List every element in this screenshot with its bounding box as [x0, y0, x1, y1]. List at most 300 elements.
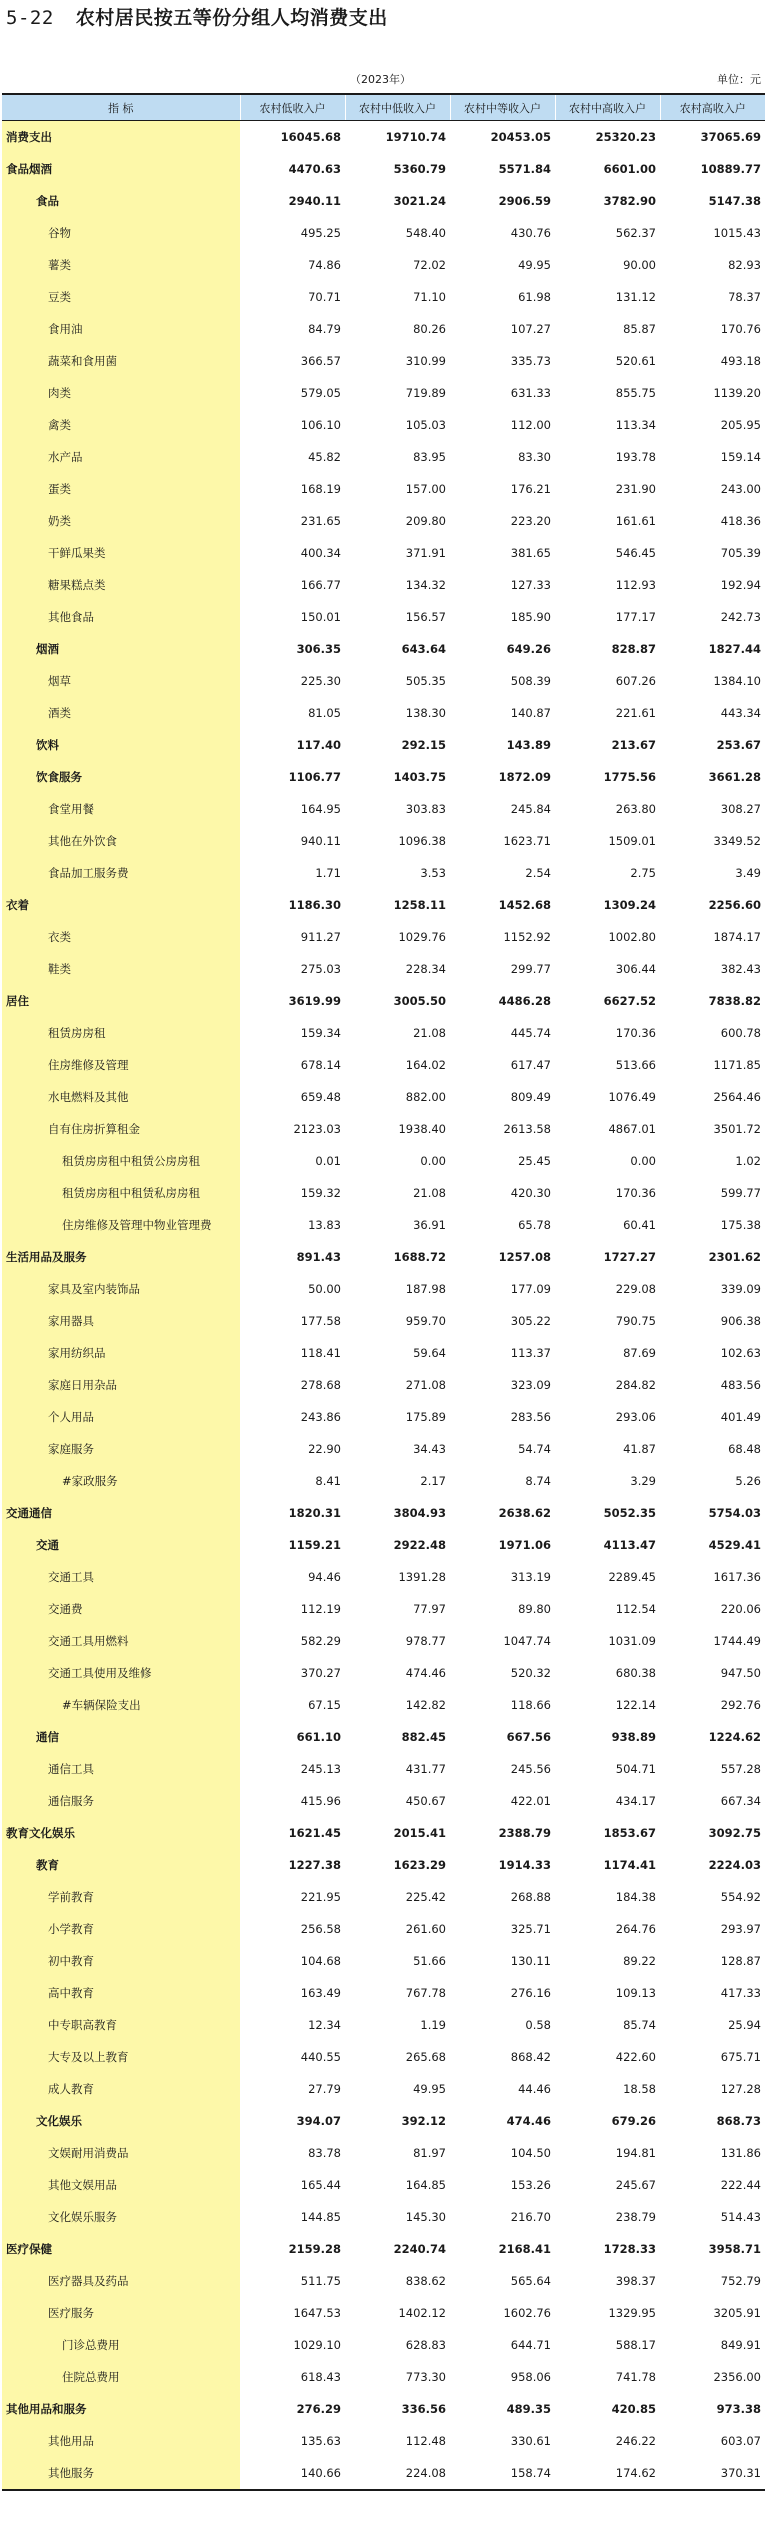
value-cell: 1623.29 — [393, 1858, 446, 1872]
table-row — [2, 409, 765, 441]
value-cell: 582.29 — [300, 1634, 341, 1648]
value-cell: 175.89 — [405, 1410, 446, 1424]
value-cell: 370.31 — [660, 2457, 765, 2490]
table-row — [2, 825, 765, 857]
table-row — [2, 953, 765, 985]
value-cell: 1617.36 — [713, 1570, 761, 1584]
table-row — [2, 1817, 765, 1849]
value-cell: 1727.27 — [603, 1250, 656, 1264]
value-cell: 20453.05 — [490, 130, 551, 144]
row-label: 食堂用餐 — [2, 793, 240, 825]
table-row — [2, 1721, 765, 1753]
value-cell: 113.37 — [510, 1346, 551, 1360]
value-cell: 0.01 — [315, 1154, 341, 1168]
value-cell: 54.74 — [518, 1442, 551, 1456]
value-cell: 305.22 — [510, 1314, 551, 1328]
value-cell: 1872.09 — [498, 770, 551, 784]
value-cell: 0.58 — [525, 2018, 551, 2032]
row-label: 医疗保健 — [2, 2233, 240, 2265]
table-row — [2, 1017, 765, 1049]
table-row — [2, 2457, 765, 2490]
value-cell: 223.20 — [510, 514, 551, 528]
value-cell: 127.28 — [720, 2082, 761, 2096]
row-label: 其他服务 — [2, 2457, 240, 2490]
row-label: 家庭服务 — [2, 1433, 240, 1465]
value-cell: 5571.84 — [498, 162, 551, 176]
row-label: 豆类 — [2, 281, 240, 313]
header-row — [2, 94, 765, 121]
table-row — [2, 1177, 765, 1209]
table-row — [2, 1625, 765, 1657]
value-cell: 68.48 — [728, 1442, 761, 1456]
header-lower-middle-income: 农村中低收入户 — [345, 94, 450, 121]
value-cell: 4486.28 — [498, 994, 551, 1008]
value-cell: 245.13 — [300, 1762, 341, 1776]
table-row — [2, 729, 765, 761]
value-cell: 1744.49 — [713, 1634, 761, 1648]
row-label: 其他在外饮食 — [2, 825, 240, 857]
value-cell: 118.41 — [300, 1346, 341, 1360]
value-cell: 245.84 — [510, 802, 551, 816]
value-cell: 105.03 — [405, 418, 446, 432]
value-cell: 631.33 — [510, 386, 551, 400]
value-cell: 25.94 — [728, 2018, 761, 2032]
table-row — [2, 2169, 765, 2201]
value-cell: 271.08 — [405, 1378, 446, 1392]
value-cell: 790.75 — [615, 1314, 656, 1328]
table-row — [2, 2329, 765, 2361]
value-cell: 1257.08 — [498, 1250, 551, 1264]
value-cell: 1139.20 — [713, 386, 761, 400]
row-label: 禽类 — [2, 409, 240, 441]
row-label: 教育文化娱乐 — [2, 1817, 240, 1849]
value-cell: 661.10 — [296, 1730, 341, 1744]
value-cell: 2.54 — [525, 866, 551, 880]
value-cell: 283.56 — [510, 1410, 551, 1424]
row-label: 中专职高教育 — [2, 2009, 240, 2041]
value-cell: 398.37 — [615, 2274, 656, 2288]
value-cell: 50.00 — [308, 1282, 341, 1296]
value-cell: 513.66 — [615, 1058, 656, 1072]
value-cell: 112.00 — [510, 418, 551, 432]
value-cell: 339.09 — [720, 1282, 761, 1296]
value-cell: 1.02 — [735, 1154, 761, 1168]
value-cell: 911.27 — [300, 930, 341, 944]
row-label: 门诊总费用 — [2, 2329, 240, 2361]
value-cell: 205.95 — [720, 418, 761, 432]
row-label: 其他用品和服务 — [2, 2393, 240, 2425]
table-row — [2, 2425, 765, 2457]
table-row — [2, 1881, 765, 1913]
value-cell: 65.78 — [518, 1218, 551, 1232]
value-cell: 420.30 — [510, 1186, 551, 1200]
table-row — [2, 441, 765, 473]
value-cell: 450.67 — [405, 1794, 446, 1808]
value-cell: 256.58 — [300, 1922, 341, 1936]
value-cell: 94.46 — [308, 1570, 341, 1584]
value-cell: 1029.10 — [293, 2338, 341, 2352]
value-cell: 3.53 — [420, 866, 446, 880]
row-label: 其他用品 — [2, 2425, 240, 2457]
value-cell: 705.39 — [720, 546, 761, 560]
row-label: 小学教育 — [2, 1913, 240, 1945]
value-cell: 216.70 — [510, 2210, 551, 2224]
value-cell: 599.77 — [720, 1186, 761, 1200]
value-cell: 209.80 — [405, 514, 446, 528]
value-cell: 12.34 — [308, 2018, 341, 2032]
table-row — [2, 1401, 765, 1433]
value-cell: 37065.69 — [700, 130, 761, 144]
value-cell: 3661.28 — [708, 770, 761, 784]
value-cell: 3958.71 — [708, 2242, 761, 2256]
row-label: 通信工具 — [2, 1753, 240, 1785]
value-cell: 164.85 — [405, 2178, 446, 2192]
value-cell: 177.17 — [615, 610, 656, 624]
value-cell: 10889.77 — [700, 162, 761, 176]
header-middle-income: 农村中等收入户 — [450, 94, 555, 121]
value-cell: 1647.53 — [293, 2306, 341, 2320]
value-cell: 504.71 — [615, 1762, 656, 1776]
table-row — [2, 473, 765, 505]
value-cell: 1391.28 — [398, 1570, 446, 1584]
value-cell: 85.87 — [623, 322, 656, 336]
row-label: 大专及以上教育 — [2, 2041, 240, 2073]
row-label: 成人教育 — [2, 2073, 240, 2105]
table-row — [2, 2361, 765, 2393]
table-row — [2, 985, 765, 1017]
table-row — [2, 1145, 765, 1177]
value-cell: 5.26 — [735, 1474, 761, 1488]
row-label: 鞋类 — [2, 953, 240, 985]
row-label: 教育 — [2, 1849, 240, 1881]
table-row — [2, 2137, 765, 2169]
value-cell: 231.90 — [615, 482, 656, 496]
value-cell: 891.43 — [296, 1250, 341, 1264]
row-label: 通信 — [2, 1721, 240, 1753]
value-cell: 1309.24 — [603, 898, 656, 912]
row-label: 水产品 — [2, 441, 240, 473]
value-cell: 164.95 — [300, 802, 341, 816]
value-cell: 229.08 — [615, 1282, 656, 1296]
row-label: #车辆保险支出 — [2, 1689, 240, 1721]
row-label: 衣着 — [2, 889, 240, 921]
value-cell: 1623.71 — [503, 834, 551, 848]
value-cell: 159.14 — [720, 450, 761, 464]
table-row — [2, 1369, 765, 1401]
value-cell: 445.74 — [510, 1026, 551, 1040]
value-cell: 1224.62 — [708, 1730, 761, 1744]
table-row — [2, 1241, 765, 1273]
unit-label: 单位：元 — [717, 73, 761, 86]
value-cell: 973.38 — [716, 2402, 761, 2416]
value-cell: 1329.95 — [608, 2306, 656, 2320]
value-cell: 159.34 — [300, 1026, 341, 1040]
value-cell: 0.00 — [630, 1154, 656, 1168]
header-high-income: 农村高收入户 — [660, 94, 765, 121]
value-cell: 366.57 — [300, 354, 341, 368]
table-row — [2, 921, 765, 953]
value-cell: 184.38 — [615, 1890, 656, 1904]
value-cell: 557.28 — [720, 1762, 761, 1776]
value-cell: 3349.52 — [713, 834, 761, 848]
value-cell: 74.86 — [308, 258, 341, 272]
value-cell: 474.46 — [506, 2114, 551, 2128]
row-label: 家用纺织品 — [2, 1337, 240, 1369]
row-label: 其他食品 — [2, 601, 240, 633]
value-cell: 263.80 — [615, 802, 656, 816]
value-cell: 2613.58 — [503, 1122, 551, 1136]
value-cell: 1452.68 — [498, 898, 551, 912]
value-cell: 264.76 — [615, 1922, 656, 1936]
value-cell: 292.15 — [401, 738, 446, 752]
row-label: 租赁房房租中租赁私房房租 — [2, 1177, 240, 1209]
value-cell: 193.78 — [615, 450, 656, 464]
value-cell: 276.29 — [296, 2402, 341, 2416]
value-cell: 5754.03 — [708, 1506, 761, 1520]
value-cell: 1227.38 — [288, 1858, 341, 1872]
value-cell: 417.33 — [720, 1986, 761, 2000]
row-label: 高中教育 — [2, 1977, 240, 2009]
value-cell: 554.92 — [720, 1890, 761, 1904]
value-cell: 134.32 — [405, 578, 446, 592]
row-label: 谷物 — [2, 217, 240, 249]
row-label: 交通工具用燃料 — [2, 1625, 240, 1657]
value-cell: 1258.11 — [393, 898, 446, 912]
value-cell: 131.12 — [615, 290, 656, 304]
value-cell: 13.83 — [308, 1218, 341, 1232]
value-cell: 284.82 — [615, 1378, 656, 1392]
table-row — [2, 2265, 765, 2297]
value-cell: 2940.11 — [288, 194, 341, 208]
value-cell: 80.26 — [413, 322, 446, 336]
table-row — [2, 281, 765, 313]
value-cell: 392.12 — [401, 2114, 446, 2128]
row-label: 租赁房房租 — [2, 1017, 240, 1049]
value-cell: 175.38 — [720, 1218, 761, 1232]
value-cell: 520.32 — [510, 1666, 551, 1680]
value-cell: 192.94 — [720, 578, 761, 592]
value-cell: 170.36 — [615, 1186, 656, 1200]
row-label: 文化娱乐服务 — [2, 2201, 240, 2233]
value-cell: 127.33 — [510, 578, 551, 592]
value-cell: 2922.48 — [393, 1538, 446, 1552]
value-cell: 130.11 — [510, 1954, 551, 1968]
value-cell: 4529.41 — [708, 1538, 761, 1552]
value-cell: 767.78 — [405, 1986, 446, 2000]
value-cell: 882.00 — [405, 1090, 446, 1104]
value-cell: 156.57 — [405, 610, 446, 624]
value-cell: 81.97 — [413, 2146, 446, 2160]
table-title: 农村居民按五等份分组人均消费支出 — [75, 7, 388, 29]
value-cell: 225.30 — [300, 674, 341, 688]
row-label: 家具及室内装饰品 — [2, 1273, 240, 1305]
value-cell: 1688.72 — [393, 1250, 446, 1264]
value-cell: 2159.28 — [288, 2242, 341, 2256]
row-label: #家政服务 — [2, 1465, 240, 1497]
value-cell: 1015.43 — [713, 226, 761, 240]
value-cell: 299.77 — [510, 962, 551, 976]
value-cell: 415.96 — [300, 1794, 341, 1808]
value-cell: 1602.76 — [503, 2306, 551, 2320]
value-cell: 323.09 — [510, 1378, 551, 1392]
value-cell: 44.46 — [518, 2082, 551, 2096]
table-row — [2, 505, 765, 537]
value-cell: 310.99 — [405, 354, 446, 368]
value-cell: 268.88 — [510, 1890, 551, 1904]
value-cell: 959.70 — [405, 1314, 446, 1328]
value-cell: 6627.52 — [603, 994, 656, 1008]
value-cell: 308.27 — [720, 802, 761, 816]
table-row — [2, 2201, 765, 2233]
value-cell: 246.22 — [615, 2434, 656, 2448]
value-cell: 838.62 — [405, 2274, 446, 2288]
value-cell: 420.85 — [611, 2402, 656, 2416]
value-cell: 1384.10 — [713, 674, 761, 688]
value-cell: 84.79 — [308, 322, 341, 336]
value-cell: 855.75 — [615, 386, 656, 400]
value-cell: 243.86 — [300, 1410, 341, 1424]
value-cell: 430.76 — [510, 226, 551, 240]
row-label: 文娱耐用消费品 — [2, 2137, 240, 2169]
value-cell: 667.56 — [506, 1730, 551, 1744]
value-cell: 607.26 — [615, 674, 656, 688]
value-cell: 238.79 — [615, 2210, 656, 2224]
row-label: 交通工具使用及维修 — [2, 1657, 240, 1689]
value-cell: 3092.75 — [708, 1826, 761, 1840]
value-cell: 112.48 — [405, 2434, 446, 2448]
table-row — [2, 1305, 765, 1337]
table-row — [2, 1849, 765, 1881]
value-cell: 153.26 — [510, 2178, 551, 2192]
value-cell: 495.25 — [300, 226, 341, 240]
value-cell: 242.73 — [720, 610, 761, 624]
value-cell: 3619.99 — [288, 994, 341, 1008]
value-cell: 131.86 — [720, 2146, 761, 2160]
value-cell: 213.67 — [611, 738, 656, 752]
value-cell: 1174.41 — [603, 1858, 656, 1872]
value-cell: 83.30 — [518, 450, 551, 464]
row-label: 消费支出 — [2, 121, 240, 154]
value-cell: 144.85 — [300, 2210, 341, 2224]
value-cell: 112.93 — [615, 578, 656, 592]
table-row — [2, 633, 765, 665]
value-cell: 659.48 — [300, 1090, 341, 1104]
value-cell: 67.15 — [308, 1698, 341, 1712]
table-row — [2, 121, 765, 154]
value-cell: 163.49 — [300, 1986, 341, 2000]
table-row — [2, 1273, 765, 1305]
row-label: 蔬菜和食用菌 — [2, 345, 240, 377]
table-number: 5-22 — [6, 7, 54, 29]
value-cell: 170.36 — [615, 1026, 656, 1040]
value-cell: 78.37 — [728, 290, 761, 304]
value-cell: 675.71 — [720, 2050, 761, 2064]
value-cell: 370.27 — [300, 1666, 341, 1680]
row-label: 水电燃料及其他 — [2, 1081, 240, 1113]
value-cell: 60.41 — [623, 1218, 656, 1232]
value-cell: 643.64 — [401, 642, 446, 656]
value-cell: 145.30 — [405, 2210, 446, 2224]
row-label: 交通工具 — [2, 1561, 240, 1593]
value-cell: 135.63 — [300, 2434, 341, 2448]
value-cell: 1827.44 — [708, 642, 761, 656]
value-cell: 1047.74 — [503, 1634, 551, 1648]
value-cell: 220.06 — [720, 1602, 761, 1616]
value-cell: 3205.91 — [713, 2306, 761, 2320]
value-cell: 81.05 — [308, 706, 341, 720]
table-row — [2, 1945, 765, 1977]
value-cell: 5052.35 — [603, 1506, 656, 1520]
value-cell: 140.66 — [240, 2457, 345, 2490]
value-cell: 6601.00 — [603, 162, 656, 176]
row-label: 租赁房房租中租赁公房房租 — [2, 1145, 240, 1177]
value-cell: 164.02 — [405, 1058, 446, 1072]
row-label: 糖果糕点类 — [2, 569, 240, 601]
value-cell: 36.91 — [413, 1218, 446, 1232]
value-cell: 243.00 — [720, 482, 761, 496]
value-cell: 752.79 — [720, 2274, 761, 2288]
value-cell: 579.05 — [300, 386, 341, 400]
value-cell: 2256.60 — [708, 898, 761, 912]
value-cell: 2224.03 — [708, 1858, 761, 1872]
table-row — [2, 2393, 765, 2425]
table-row — [2, 2233, 765, 2265]
value-cell: 102.63 — [720, 1346, 761, 1360]
value-cell: 276.16 — [510, 1986, 551, 2000]
value-cell: 122.14 — [615, 1698, 656, 1712]
row-label: 饮料 — [2, 729, 240, 761]
table-body — [2, 121, 765, 2491]
value-cell: 1029.76 — [398, 930, 446, 944]
value-cell: 849.91 — [720, 2338, 761, 2352]
value-cell: 228.34 — [405, 962, 446, 976]
value-cell: 741.78 — [615, 2370, 656, 2384]
value-cell: 158.74 — [450, 2457, 555, 2490]
value-cell: 21.08 — [413, 1026, 446, 1040]
value-cell: 3501.72 — [713, 1122, 761, 1136]
table-row — [2, 2009, 765, 2041]
value-cell: 371.91 — [405, 546, 446, 560]
value-cell: 868.73 — [716, 2114, 761, 2128]
value-cell: 2388.79 — [498, 1826, 551, 1840]
value-cell: 3005.50 — [393, 994, 446, 1008]
row-label: 学前教育 — [2, 1881, 240, 1913]
value-cell: 106.10 — [300, 418, 341, 432]
value-cell: 87.69 — [623, 1346, 656, 1360]
value-cell: 394.07 — [296, 2114, 341, 2128]
value-cell: 221.95 — [300, 1890, 341, 1904]
value-cell: 303.83 — [405, 802, 446, 816]
value-cell: 2.75 — [630, 866, 656, 880]
header-upper-middle-income: 农村中高收入户 — [555, 94, 660, 121]
value-cell: 89.80 — [518, 1602, 551, 1616]
value-cell: 868.42 — [510, 2050, 551, 2064]
value-cell: 588.17 — [615, 2338, 656, 2352]
value-cell: 2564.46 — [713, 1090, 761, 1104]
value-cell: 19710.74 — [385, 130, 446, 144]
table-row — [2, 345, 765, 377]
table-row — [2, 1049, 765, 1081]
value-cell: 1096.38 — [398, 834, 446, 848]
row-label: 居住 — [2, 985, 240, 1017]
value-cell: 719.89 — [405, 386, 446, 400]
value-cell: 90.00 — [623, 258, 656, 272]
value-cell: 644.71 — [510, 2338, 551, 2352]
value-cell: 440.55 — [300, 2050, 341, 2064]
table-row — [2, 665, 765, 697]
row-label: 个人用品 — [2, 1401, 240, 1433]
value-cell: 221.61 — [615, 706, 656, 720]
